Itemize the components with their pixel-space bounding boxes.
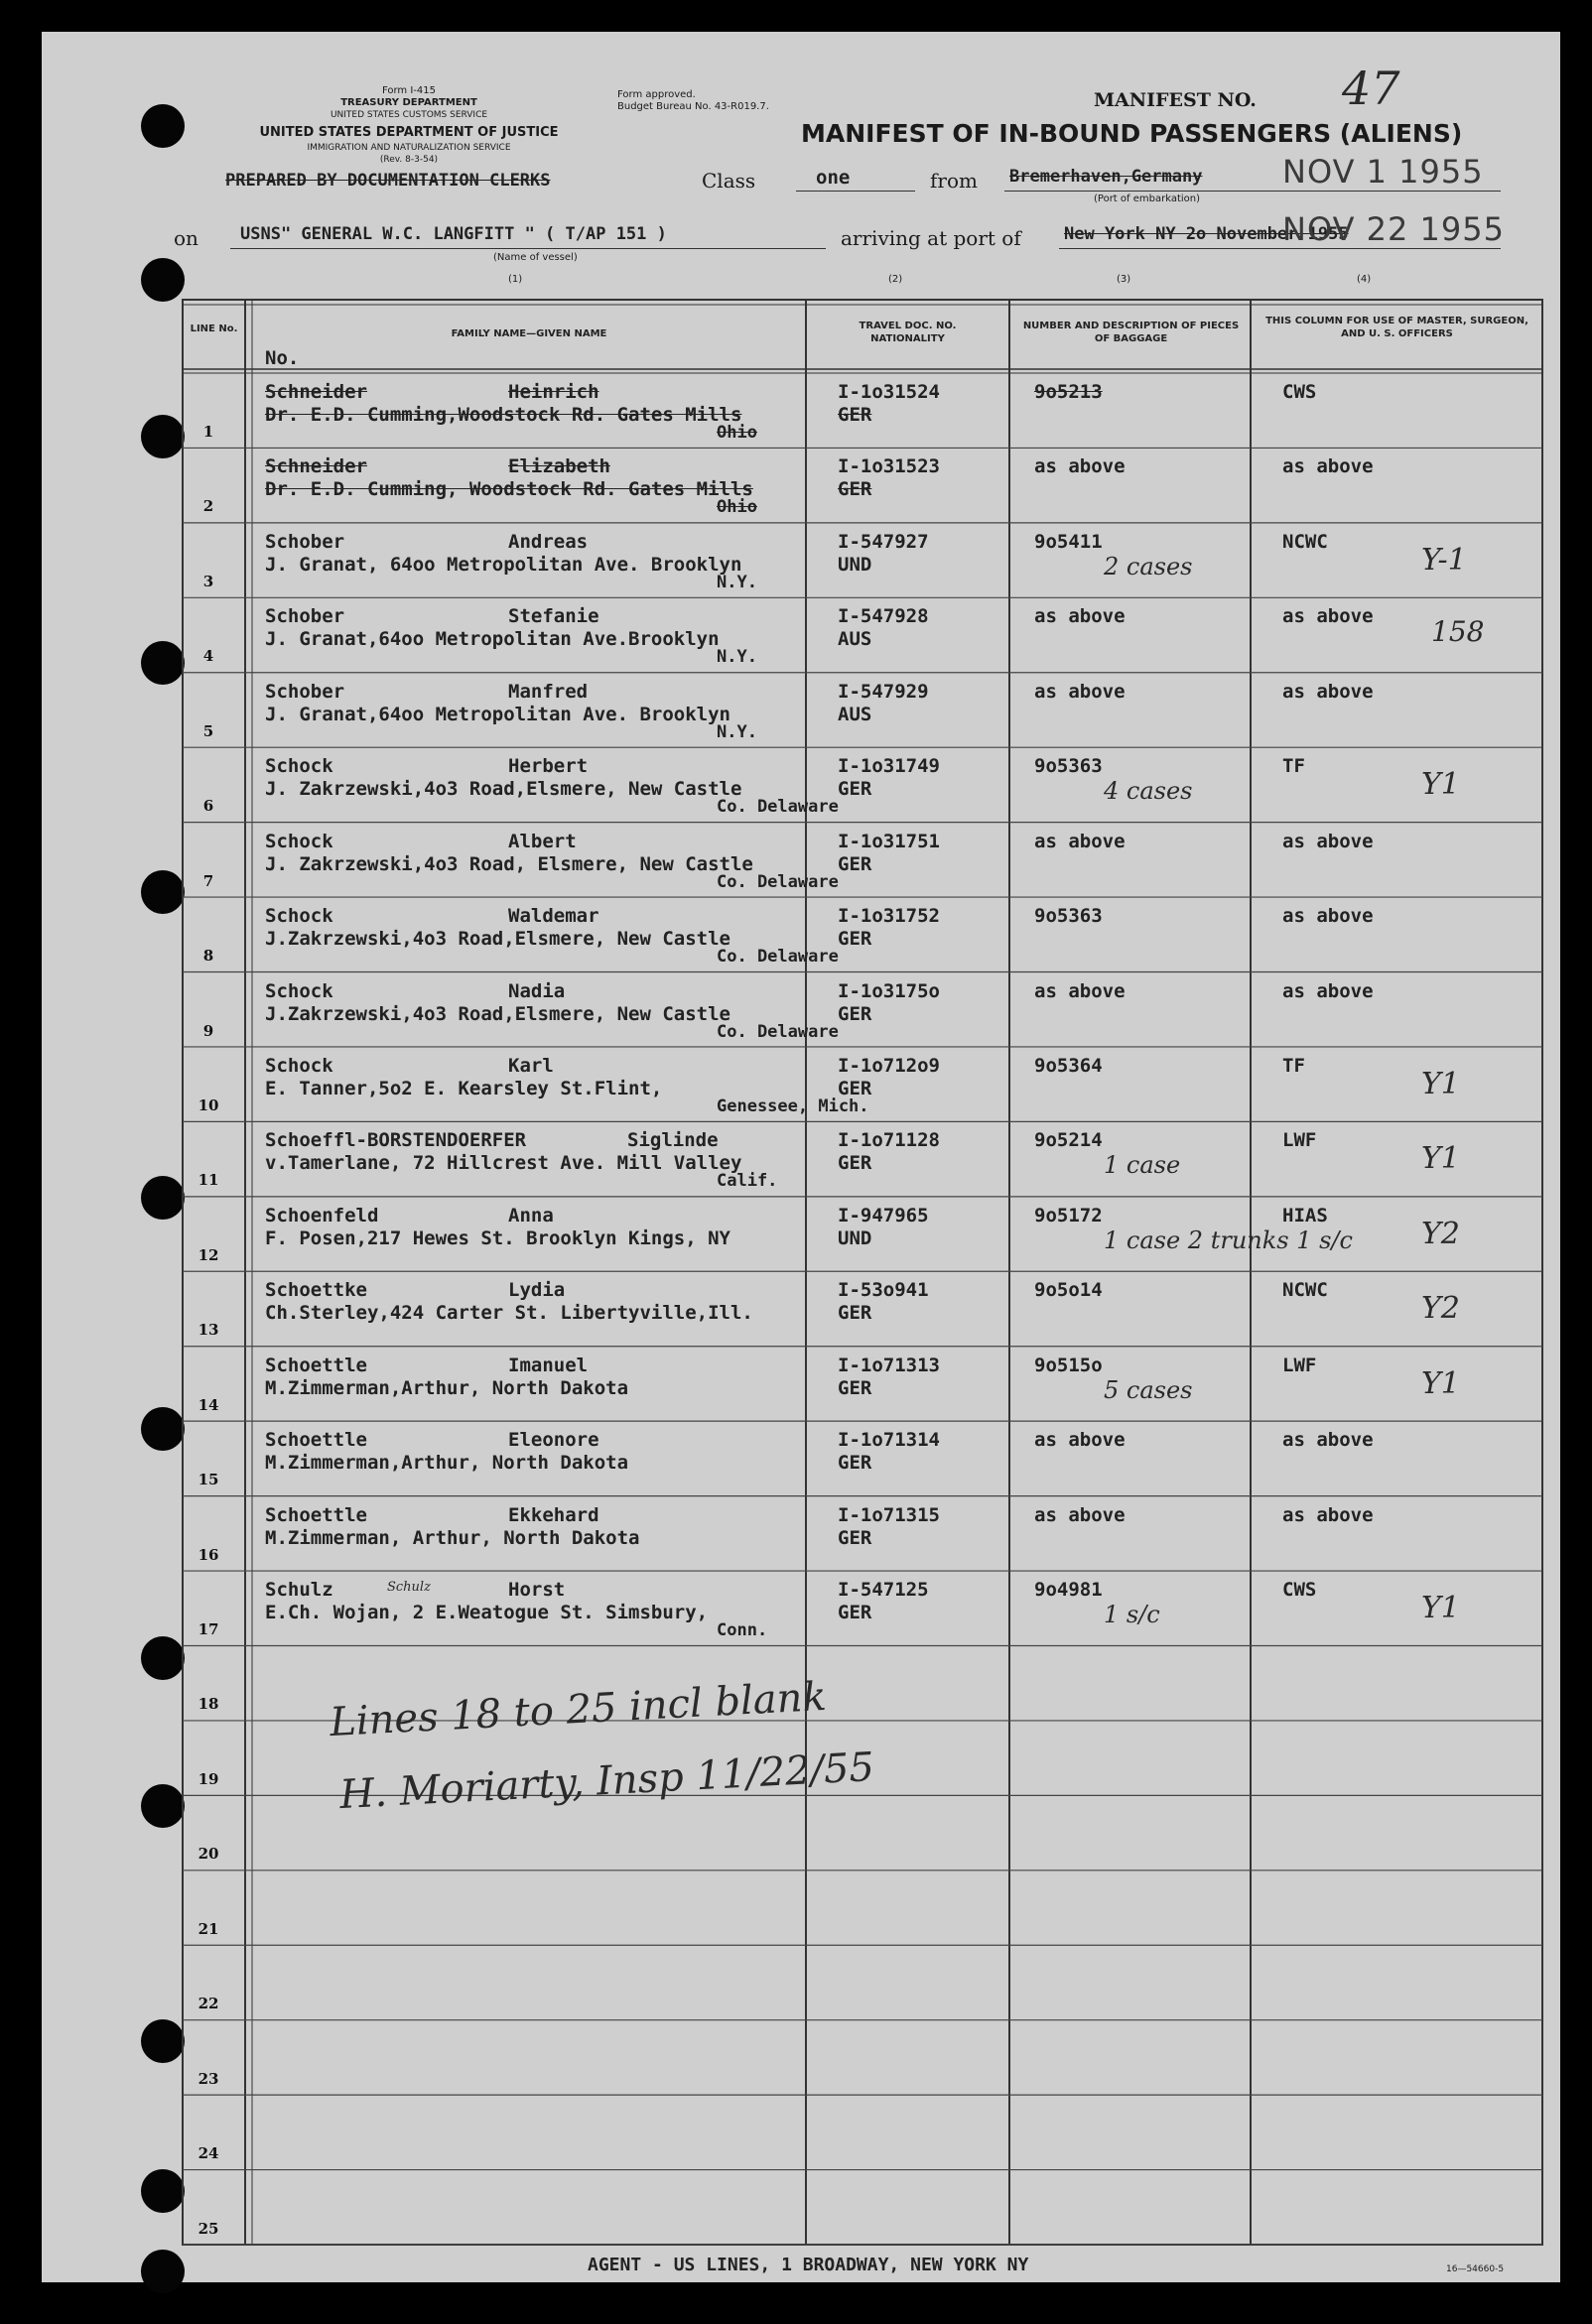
family-name: Schoenfeld bbox=[265, 1204, 379, 1227]
baggage-no: 9o4981 bbox=[1034, 1579, 1103, 1602]
address: M.Zimmerman, Arthur, North Dakota bbox=[265, 1526, 640, 1549]
address: Dr. E.D. Cumming, Woodstock Rd. Gates Mills bbox=[265, 478, 753, 501]
nationality: GER bbox=[838, 1152, 872, 1175]
baggage-no: 9o5213 bbox=[1034, 381, 1103, 403]
line-number: 2 bbox=[202, 497, 214, 516]
on-label: on bbox=[174, 226, 199, 250]
line-number: 12 bbox=[198, 1245, 219, 1264]
form-number: Form I-415 bbox=[381, 85, 436, 96]
address-line2: Ohio bbox=[717, 497, 757, 518]
address: M.Zimmerman,Arthur, North Dakota bbox=[265, 1376, 629, 1399]
officer-code: as above bbox=[1282, 1429, 1374, 1452]
address-line2: N.Y. bbox=[717, 721, 757, 742]
manifest-title: MANIFEST OF IN-BOUND PASSENGERS (ALIENS) bbox=[801, 119, 1463, 148]
given-name: Heinrich bbox=[508, 381, 599, 403]
from-label: from bbox=[930, 169, 978, 193]
nationality: GER bbox=[838, 404, 872, 426]
given-name: Karl bbox=[508, 1054, 554, 1077]
officer-code: as above bbox=[1282, 455, 1374, 478]
address: v.Tamerlane, 72 Hillcrest Ave. Mill Valley bbox=[265, 1152, 742, 1175]
address: Dr. E.D. Cumming,Woodstock Rd. Gates Mills bbox=[265, 404, 742, 426]
family-name: Schober bbox=[265, 530, 345, 553]
treasury-department: TREASURY DEPARTMENT bbox=[340, 97, 477, 108]
given-name: Nadia bbox=[508, 979, 566, 1002]
baggage-no: 9o515o bbox=[1034, 1354, 1103, 1376]
line-number: 21 bbox=[198, 1919, 219, 1938]
line-number: 18 bbox=[198, 1695, 219, 1714]
officer-code: CWS bbox=[1282, 381, 1317, 403]
baggage-handwritten: 2 cases bbox=[1104, 552, 1193, 581]
travel-doc-no: I-1o71315 bbox=[838, 1503, 940, 1526]
address: J. Granat,64oo Metropolitan Ave.Brooklyn bbox=[265, 628, 720, 651]
travel-doc-no: I-947965 bbox=[838, 1204, 929, 1227]
family-name: Schock bbox=[265, 979, 333, 1002]
nationality: GER bbox=[838, 852, 872, 875]
margin-note: 158 bbox=[1431, 615, 1485, 648]
given-name: Horst bbox=[508, 1579, 566, 1602]
travel-doc-no: I-1o31523 bbox=[838, 455, 940, 478]
baggage-handwritten: 4 cases bbox=[1104, 777, 1193, 806]
baggage-no: as above bbox=[1034, 680, 1126, 703]
officer-code: as above bbox=[1282, 905, 1374, 928]
manifest-sheet bbox=[42, 32, 1560, 2282]
class-label: Class bbox=[702, 169, 756, 193]
baggage-no: as above bbox=[1034, 1429, 1126, 1452]
address-line2: Co. Delaware bbox=[717, 797, 839, 818]
officer-check-handwritten: Y1 bbox=[1421, 1066, 1460, 1101]
given-name: Imanuel bbox=[508, 1354, 589, 1376]
given-name: Eleonore bbox=[508, 1429, 599, 1452]
blank-lines-note: Lines 18 to 25 incl blank bbox=[329, 1673, 828, 1746]
officer-code: NCWC bbox=[1282, 530, 1328, 553]
travel-doc-no: I-1o31752 bbox=[838, 905, 940, 928]
vessel-name: USNS" GENERAL W.C. LANGFITT " ( T/AP 151 ) bbox=[240, 224, 667, 244]
agent-footer: AGENT - US LINES, 1 BROADWAY, NEW YORK NY bbox=[588, 2255, 1029, 2275]
line-number: 22 bbox=[198, 1995, 219, 2013]
line-number: 20 bbox=[198, 1845, 219, 1864]
col-header-name: FAMILY NAME—GIVEN NAME bbox=[451, 328, 607, 339]
baggage-no: as above bbox=[1034, 979, 1126, 1002]
address: J.Zakrzewski,4o3 Road,Elsmere, New Castle bbox=[265, 928, 730, 951]
inspector-signature: H. Moriarty, Insp 11/22/55 bbox=[338, 1743, 875, 1819]
given-name: Albert bbox=[508, 830, 577, 852]
given-name: Andreas bbox=[508, 530, 589, 553]
address: J.Zakrzewski,4o3 Road,Elsmere, New Castle bbox=[265, 1002, 730, 1025]
line-number: 11 bbox=[198, 1171, 219, 1190]
arriving-label: arriving at port of bbox=[841, 226, 1021, 250]
line-number: 10 bbox=[198, 1096, 219, 1114]
officer-code: TF bbox=[1282, 755, 1305, 778]
family-name: Schoettle bbox=[265, 1354, 367, 1376]
family-name: Schoettke bbox=[265, 1279, 367, 1302]
officer-code: as above bbox=[1282, 680, 1374, 703]
baggage-no: 9o5363 bbox=[1034, 755, 1103, 778]
travel-doc-no: I-547927 bbox=[838, 530, 929, 553]
nationality: GER bbox=[838, 1302, 872, 1325]
address-line2: Genessee, Mich. bbox=[717, 1096, 869, 1116]
immigration-service: IMMIGRATION AND NATURALIZATION SERVICE bbox=[307, 143, 511, 153]
baggage-no: as above bbox=[1034, 455, 1126, 478]
baggage-handwritten: 1 s/c bbox=[1104, 1601, 1160, 1629]
nationality: GER bbox=[838, 1376, 872, 1399]
officer-code: LWF bbox=[1282, 1354, 1317, 1376]
family-name: Schoettle bbox=[265, 1429, 367, 1452]
baggage-no: 9o5o14 bbox=[1034, 1279, 1103, 1302]
form-revision: (Rev. 8-3-54) bbox=[379, 155, 439, 165]
col-num-4: (4) bbox=[1357, 274, 1372, 285]
baggage-no: as above bbox=[1034, 830, 1126, 852]
line-number: 7 bbox=[202, 871, 214, 890]
budget-bureau: Budget Bureau No. 43-R019.7. bbox=[617, 101, 769, 112]
line-number: 5 bbox=[202, 721, 214, 740]
family-name: Schober bbox=[265, 680, 345, 703]
baggage-no: as above bbox=[1034, 1503, 1126, 1526]
no-label: No. bbox=[265, 347, 300, 369]
line-number: 3 bbox=[202, 572, 214, 590]
address-line2: Co. Delaware bbox=[717, 947, 839, 968]
manifest-number: 47 bbox=[1342, 62, 1400, 115]
given-name: Ekkehard bbox=[508, 1503, 599, 1526]
line-number: 25 bbox=[198, 2219, 219, 2238]
line-number: 13 bbox=[198, 1321, 219, 1340]
travel-doc-no: I-1o31749 bbox=[838, 755, 940, 778]
schulz-correction: Schulz bbox=[387, 1580, 431, 1595]
baggage-no: as above bbox=[1034, 605, 1126, 628]
officer-code: as above bbox=[1282, 1503, 1374, 1526]
travel-doc-no: I-547125 bbox=[838, 1579, 929, 1602]
form-code: 16—54660-5 bbox=[1446, 2264, 1505, 2274]
vessel-note: (Name of vessel) bbox=[493, 252, 578, 263]
travel-doc-no: I-53o941 bbox=[838, 1279, 929, 1302]
address: M.Zimmerman,Arthur, North Dakota bbox=[265, 1452, 629, 1475]
col-header-baggage: NUMBER AND DESCRIPTION OF PIECES OF BAGGAGE bbox=[1022, 321, 1240, 344]
travel-doc-no: I-1o71313 bbox=[838, 1354, 940, 1376]
nationality: GER bbox=[838, 928, 872, 951]
address-line2: Calif. bbox=[717, 1171, 778, 1192]
line-number: 9 bbox=[202, 1021, 214, 1040]
line-number: 1 bbox=[202, 423, 214, 441]
address-line2: Ohio bbox=[717, 423, 757, 443]
officer-check-handwritten: Y1 bbox=[1421, 1591, 1460, 1626]
officer-code: as above bbox=[1282, 830, 1374, 852]
given-name: Waldemar bbox=[508, 905, 599, 928]
baggage-no: 9o5172 bbox=[1034, 1204, 1103, 1227]
family-name: Schneider bbox=[265, 455, 367, 478]
family-name: Schober bbox=[265, 605, 345, 628]
address-line2: Conn. bbox=[717, 1620, 768, 1641]
officer-check-handwritten: Y2 bbox=[1421, 1291, 1460, 1327]
nationality: GER bbox=[838, 1602, 872, 1624]
nationality: GER bbox=[838, 1077, 872, 1099]
travel-doc-no: I-1o31751 bbox=[838, 830, 940, 852]
col-header-officers: THIS COLUMN FOR USE OF MASTER, SURGEON, AND U. S. OFFICERS bbox=[1265, 316, 1528, 339]
officer-code: CWS bbox=[1282, 1579, 1317, 1602]
class-value: one bbox=[816, 167, 851, 189]
address: J. Zakrzewski,4o3 Road, Elsmere, New Castle bbox=[265, 852, 753, 875]
officer-check-handwritten: Y2 bbox=[1421, 1216, 1460, 1251]
family-name: Schock bbox=[265, 1054, 333, 1077]
travel-doc-no: I-1o3175o bbox=[838, 979, 940, 1002]
date-stamp-arrival: NOV 22 1955 bbox=[1282, 210, 1505, 248]
family-name: Schock bbox=[265, 830, 333, 852]
address: J. Granat, 64oo Metropolitan Ave. Brooklyn bbox=[265, 553, 742, 576]
line-number: 23 bbox=[198, 2069, 219, 2088]
officer-code: LWF bbox=[1282, 1129, 1317, 1152]
col-num-3: (3) bbox=[1117, 274, 1131, 285]
officer-code: as above bbox=[1282, 605, 1374, 628]
nationality: UND bbox=[838, 553, 872, 576]
nationality: GER bbox=[838, 1526, 872, 1549]
address: Ch.Sterley,424 Carter St. Libertyville,Ill. bbox=[265, 1302, 753, 1325]
family-name: Schoeffl-BORSTENDOERFER bbox=[265, 1129, 527, 1152]
officer-code: TF bbox=[1282, 1054, 1305, 1077]
officer-check-handwritten: Y1 bbox=[1421, 1141, 1460, 1177]
nationality: UND bbox=[838, 1227, 872, 1249]
address: E. Tanner,5o2 E. Kearsley St.Flint, bbox=[265, 1077, 663, 1099]
address-line2: N.Y. bbox=[717, 572, 757, 592]
baggage-no: 9o5411 bbox=[1034, 530, 1103, 553]
baggage-handwritten: 5 cases bbox=[1104, 1375, 1193, 1404]
arrival-port: New York NY 2o November 1955 bbox=[1064, 224, 1349, 244]
travel-doc-no: I-1o31524 bbox=[838, 381, 940, 403]
department-of-justice: UNITED STATES DEPARTMENT OF JUSTICE bbox=[259, 125, 559, 140]
officer-check-handwritten: Y1 bbox=[1421, 767, 1460, 803]
officer-check-handwritten: Y-1 bbox=[1421, 542, 1467, 578]
form-approved: Form approved. bbox=[617, 89, 696, 100]
line-number: 24 bbox=[198, 2144, 219, 2163]
col-num-2: (2) bbox=[888, 274, 903, 285]
family-name: Schock bbox=[265, 905, 333, 928]
col-num-1: (1) bbox=[508, 274, 523, 285]
baggage-no: 9o5214 bbox=[1034, 1129, 1103, 1152]
col-header-travel-doc: TRAVEL DOC. NO. NATIONALITY bbox=[859, 321, 957, 344]
family-name: Schoettle bbox=[265, 1503, 367, 1526]
given-name: Elizabeth bbox=[508, 455, 610, 478]
travel-doc-no: I-1o71314 bbox=[838, 1429, 940, 1452]
given-name: Stefanie bbox=[508, 605, 599, 628]
address: J. Granat,64oo Metropolitan Ave. Brooklyn bbox=[265, 703, 730, 725]
travel-doc-no: I-1o712o9 bbox=[838, 1054, 940, 1077]
nationality: GER bbox=[838, 1002, 872, 1025]
family-name: Schulz bbox=[265, 1579, 333, 1602]
given-name: Lydia bbox=[508, 1279, 566, 1302]
line-number: 4 bbox=[202, 647, 214, 666]
line-number: 15 bbox=[198, 1471, 219, 1489]
baggage-no: 9o5363 bbox=[1034, 905, 1103, 928]
line-number: 17 bbox=[198, 1620, 219, 1639]
travel-doc-no: I-547929 bbox=[838, 680, 929, 703]
officer-check-handwritten: Y1 bbox=[1421, 1365, 1460, 1401]
nationality: GER bbox=[838, 478, 872, 501]
given-name: Manfred bbox=[508, 680, 589, 703]
given-name: Siglinde bbox=[627, 1129, 719, 1152]
officer-code: HIAS bbox=[1282, 1204, 1328, 1227]
port-of-embarkation-note: (Port of embarkation) bbox=[1094, 194, 1201, 204]
officer-code: as above bbox=[1282, 979, 1374, 1002]
family-name: Schneider bbox=[265, 381, 367, 403]
address-line2: Co. Delaware bbox=[717, 1021, 839, 1042]
line-number: 8 bbox=[202, 947, 214, 966]
date-stamp-embark: NOV 1 1955 bbox=[1282, 153, 1484, 191]
given-name: Herbert bbox=[508, 755, 589, 778]
embarkation-port: Bremerhaven,Germany bbox=[1009, 167, 1203, 187]
travel-doc-no: I-547928 bbox=[838, 605, 929, 628]
nationality: GER bbox=[838, 1452, 872, 1475]
address: E.Ch. Wojan, 2 E.Weatogue St. Simsbury, bbox=[265, 1602, 709, 1624]
address: F. Posen,217 Hewes St. Brooklyn Kings, NY bbox=[265, 1227, 730, 1249]
nationality: AUS bbox=[838, 703, 872, 725]
travel-doc-no: I-1o71128 bbox=[838, 1129, 940, 1152]
line-number: 14 bbox=[198, 1395, 219, 1414]
nationality: GER bbox=[838, 778, 872, 801]
line-number: 16 bbox=[198, 1545, 219, 1564]
col-header-line-no: LINE No. bbox=[190, 323, 238, 334]
baggage-no: 9o5364 bbox=[1034, 1054, 1103, 1077]
officer-code: NCWC bbox=[1282, 1279, 1328, 1302]
address-line2: Co. Delaware bbox=[717, 871, 839, 892]
line-number: 19 bbox=[198, 1769, 219, 1788]
address: J. Zakrzewski,4o3 Road,Elsmere, New Castle bbox=[265, 778, 742, 801]
nationality: AUS bbox=[838, 628, 872, 651]
family-name: Schock bbox=[265, 755, 333, 778]
address-line2: N.Y. bbox=[717, 647, 757, 668]
baggage-handwritten: 1 case bbox=[1104, 1151, 1181, 1180]
baggage-handwritten: 1 case 2 trunks 1 s/c bbox=[1104, 1226, 1353, 1254]
customs-service: UNITED STATES CUSTOMS SERVICE bbox=[330, 110, 488, 120]
given-name: Anna bbox=[508, 1204, 554, 1227]
line-number: 6 bbox=[202, 797, 214, 816]
manifest-label: MANIFEST NO. bbox=[1094, 89, 1257, 111]
prepared-by: PREPARED BY DOCUMENTATION CLERKS bbox=[225, 171, 551, 191]
